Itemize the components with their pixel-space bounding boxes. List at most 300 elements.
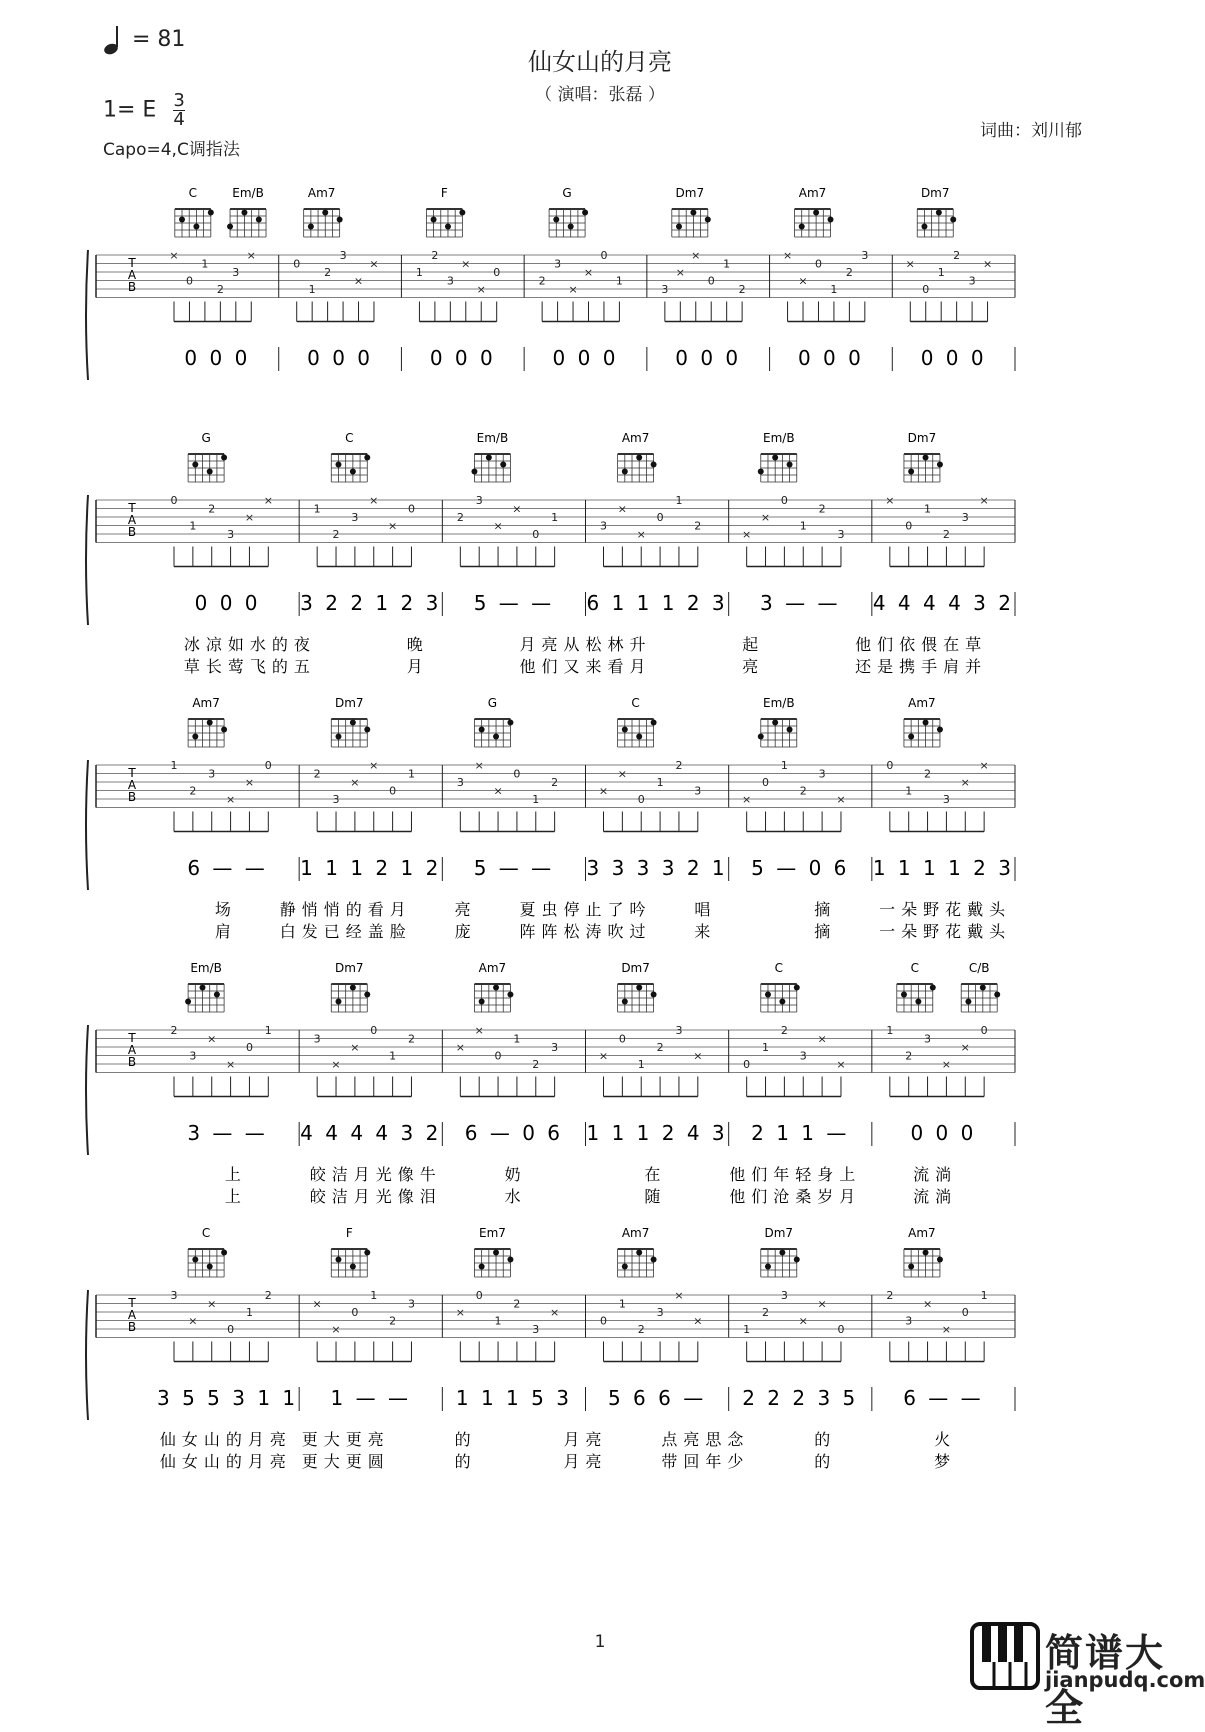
- svg-text:0: 0: [905, 519, 913, 533]
- lyric-line: 的: [454, 1452, 477, 1471]
- svg-text:×: ×: [225, 793, 236, 806]
- svg-text:0: 0: [513, 767, 521, 781]
- key-signature: [103, 92, 185, 129]
- svg-text:×: ×: [169, 249, 179, 262]
- svg-text:3: 3: [189, 1049, 197, 1063]
- svg-text:×: ×: [461, 257, 471, 271]
- svg-text:1: 1: [762, 1041, 770, 1054]
- chord-name: Em/B: [232, 186, 264, 200]
- chord-diagram: [474, 961, 513, 1012]
- svg-text:3: 3: [551, 1041, 559, 1054]
- svg-text:3: 3: [600, 519, 607, 533]
- svg-text:×: ×: [693, 1314, 703, 1328]
- chord-name: G: [201, 431, 211, 445]
- chord-name: Dm7: [920, 186, 950, 200]
- svg-text:×: ×: [922, 1297, 933, 1311]
- svg-text:×: ×: [188, 1314, 198, 1328]
- svg-text:×: ×: [244, 511, 255, 524]
- lyric-line: 阵阵松涛吹过: [519, 922, 652, 941]
- svg-text:3: 3: [313, 1032, 321, 1046]
- svg-text:1: 1: [723, 257, 731, 271]
- chord-name: Am7: [192, 696, 220, 710]
- chord-diagram: [227, 186, 266, 237]
- svg-text:×: ×: [979, 759, 989, 772]
- svg-text:×: ×: [568, 283, 578, 296]
- svg-text:2: 2: [738, 283, 746, 296]
- lyric-line: 场: [214, 900, 237, 919]
- svg-text:2: 2: [656, 1041, 664, 1054]
- chord-diagram: [758, 696, 797, 747]
- svg-text:×: ×: [493, 784, 503, 798]
- score-system: [0, 961, 1200, 1230]
- svg-text:T: T: [128, 1296, 136, 1310]
- svg-text:A: A: [127, 513, 137, 527]
- song-title: 仙女山的月亮: [528, 48, 672, 76]
- svg-text:×: ×: [369, 759, 379, 772]
- svg-text:2: 2: [818, 502, 826, 516]
- svg-text:0: 0: [351, 1306, 359, 1319]
- jianpu-notes: 0 0 0: [307, 346, 374, 370]
- jianpu-notes: 0 0 0: [797, 346, 864, 370]
- svg-text:2: 2: [208, 502, 216, 516]
- svg-text:T: T: [128, 256, 136, 270]
- svg-text:1: 1: [551, 511, 559, 524]
- lyric-line: 皎洁月光像牛: [309, 1165, 442, 1184]
- chord-name: Dm7: [334, 696, 364, 710]
- svg-text:3: 3: [456, 776, 464, 789]
- svg-text:0: 0: [922, 283, 930, 296]
- svg-text:×: ×: [207, 1032, 217, 1046]
- svg-text:2: 2: [953, 249, 961, 262]
- jianpu-notes: 2 1 1 —: [751, 1121, 850, 1145]
- svg-text:×: ×: [941, 1323, 952, 1336]
- svg-text:×: ×: [263, 494, 273, 507]
- svg-text:1: 1: [980, 1289, 988, 1302]
- jianpu-notes: 0 0 0: [194, 591, 261, 615]
- chord-diagram: [618, 696, 657, 747]
- lyric-line: 上: [224, 1165, 247, 1184]
- chord-name: Dm7: [334, 961, 364, 975]
- svg-text:2: 2: [313, 767, 321, 781]
- svg-text:0: 0: [814, 257, 822, 271]
- svg-text:2: 2: [637, 1323, 645, 1336]
- svg-text:3: 3: [339, 249, 347, 262]
- chord-name: G: [562, 186, 572, 200]
- lyric-line: 流淌: [913, 1165, 958, 1184]
- score-system: [0, 186, 1200, 455]
- lyric-line: 月亮从松林升: [519, 635, 652, 654]
- svg-text:2: 2: [942, 528, 950, 541]
- svg-text:×: ×: [941, 1058, 952, 1071]
- svg-text:×: ×: [905, 257, 915, 271]
- svg-text:×: ×: [207, 1297, 217, 1311]
- jianpu-notes: 0 0 0: [920, 346, 987, 370]
- svg-text:×: ×: [798, 1314, 808, 1328]
- lyric-line: 仙女山的月亮: [159, 1430, 292, 1449]
- svg-text:2: 2: [886, 1289, 894, 1302]
- svg-text:2: 2: [905, 1049, 913, 1063]
- svg-text:0: 0: [743, 1058, 751, 1071]
- svg-text:T: T: [128, 1031, 136, 1045]
- svg-text:2: 2: [407, 1032, 415, 1046]
- svg-text:1: 1: [937, 266, 945, 279]
- jianpu-notes: 3 2 2 1 2 3: [300, 591, 442, 615]
- svg-text:A: A: [127, 268, 137, 282]
- svg-text:2: 2: [551, 776, 559, 789]
- svg-text:3: 3: [799, 1049, 807, 1063]
- lyric-line: 的: [814, 1430, 837, 1449]
- svg-text:×: ×: [885, 494, 895, 507]
- lyric-line: 他们沧桑岁月: [729, 1187, 862, 1206]
- svg-text:1: 1: [743, 1323, 751, 1336]
- svg-text:1: 1: [407, 767, 415, 781]
- jianpu-notes: 5 — —: [473, 591, 555, 615]
- chord-diagram: [761, 1226, 800, 1277]
- svg-text:B: B: [127, 280, 137, 294]
- lyric-line: 晚: [406, 635, 429, 654]
- svg-text:3: 3: [780, 1289, 788, 1302]
- svg-text:1: 1: [494, 1314, 502, 1328]
- svg-text:×: ×: [455, 1306, 465, 1319]
- key-label: 1= E: [103, 97, 157, 123]
- svg-text:×: ×: [493, 519, 503, 533]
- chord-diagram: [758, 431, 797, 482]
- chord-diagram: [331, 696, 370, 747]
- lyric-line: 起: [742, 635, 765, 654]
- score-system: [0, 431, 1200, 700]
- chord-diagram: [904, 696, 943, 747]
- chord-name: Am7: [798, 186, 827, 200]
- svg-text:×: ×: [836, 793, 846, 806]
- svg-text:1: 1: [656, 776, 664, 789]
- svg-text:B: B: [127, 525, 137, 539]
- svg-text:×: ×: [674, 1289, 684, 1302]
- svg-text:0: 0: [493, 266, 501, 279]
- score-system: [0, 696, 1200, 965]
- svg-text:×: ×: [583, 266, 594, 279]
- svg-text:2: 2: [799, 784, 807, 798]
- svg-text:×: ×: [476, 283, 486, 296]
- svg-text:3: 3: [837, 528, 845, 541]
- svg-text:3: 3: [961, 511, 969, 524]
- chord-name: C/B: [968, 961, 990, 975]
- chord-name: Dm7: [907, 431, 937, 445]
- jianpu-notes: 3 5 5 3 1 1: [157, 1386, 299, 1410]
- svg-text:1: 1: [308, 283, 316, 296]
- lyric-line: 草长莺飞的五: [183, 657, 316, 676]
- svg-text:B: B: [127, 1320, 137, 1334]
- lyric-line: 亮: [742, 657, 765, 676]
- chord-name: Am7: [307, 186, 336, 200]
- composer-credit: 词曲：刘川郁: [980, 121, 1082, 141]
- svg-text:0: 0: [264, 759, 272, 772]
- svg-text:×: ×: [512, 502, 522, 516]
- svg-text:0: 0: [227, 1323, 235, 1336]
- chord-diagram: [188, 696, 227, 747]
- svg-text:×: ×: [742, 528, 752, 541]
- lyric-line: 仙女山的月亮: [159, 1452, 292, 1471]
- chord-diagram: [188, 1226, 227, 1277]
- svg-text:A: A: [127, 1043, 137, 1057]
- lyric-line: 梦: [934, 1452, 957, 1471]
- svg-text:0: 0: [707, 274, 715, 288]
- lyric-line: 月亮: [563, 1452, 608, 1471]
- svg-text:×: ×: [598, 784, 609, 798]
- svg-text:0: 0: [407, 502, 415, 516]
- chord-diagram: [185, 961, 224, 1012]
- svg-text:×: ×: [331, 1058, 341, 1071]
- chord-name: C: [774, 961, 783, 975]
- svg-text:×: ×: [691, 249, 701, 262]
- chord-diagram: [761, 961, 800, 1012]
- svg-text:3: 3: [924, 1032, 932, 1046]
- chord-diagram: [618, 1226, 657, 1277]
- svg-text:0: 0: [389, 784, 397, 798]
- svg-text:1: 1: [830, 283, 838, 296]
- logo-url: jianpudq.com: [1045, 1668, 1205, 1692]
- svg-text:0: 0: [170, 494, 178, 507]
- svg-text:B: B: [127, 790, 137, 804]
- jianpu-notes: 0 0 0: [429, 346, 496, 370]
- chord-diagram: [175, 186, 214, 237]
- svg-text:×: ×: [474, 1024, 484, 1037]
- svg-text:0: 0: [618, 1032, 626, 1046]
- chord-name: Am7: [621, 1226, 650, 1240]
- svg-text:2: 2: [538, 274, 546, 288]
- svg-text:×: ×: [388, 519, 398, 533]
- svg-text:×: ×: [960, 776, 970, 789]
- svg-text:1: 1: [389, 1049, 397, 1063]
- svg-text:×: ×: [225, 1058, 236, 1071]
- page-number: 1: [594, 1632, 606, 1652]
- time-bottom: 4: [173, 109, 185, 130]
- jianpu-notes: 3 — —: [187, 1121, 268, 1145]
- svg-text:3: 3: [532, 1323, 540, 1336]
- lyric-line: 肩: [214, 922, 237, 941]
- svg-text:×: ×: [455, 1041, 465, 1054]
- svg-text:2: 2: [456, 511, 464, 524]
- svg-text:0: 0: [185, 274, 193, 288]
- svg-text:×: ×: [350, 776, 360, 789]
- svg-text:×: ×: [598, 1049, 609, 1063]
- svg-text:0: 0: [656, 511, 664, 524]
- chord-diagram: [961, 961, 1000, 1012]
- jianpu-notes: 0 0 0: [552, 346, 619, 370]
- svg-text:1: 1: [924, 502, 932, 516]
- svg-text:1: 1: [313, 502, 321, 516]
- svg-text:3: 3: [170, 1289, 178, 1302]
- jianpu-notes: 4 4 4 4 3 2: [872, 591, 1014, 615]
- svg-text:3: 3: [554, 257, 562, 271]
- lyric-line: 随: [644, 1187, 667, 1206]
- svg-text:2: 2: [694, 519, 702, 533]
- svg-text:0: 0: [293, 257, 301, 271]
- svg-text:3: 3: [407, 1297, 415, 1311]
- chord-diagram: [331, 961, 370, 1012]
- svg-text:1: 1: [618, 1297, 626, 1311]
- svg-text:2: 2: [924, 767, 932, 781]
- svg-text:2: 2: [762, 1306, 770, 1319]
- svg-text:2: 2: [189, 784, 197, 798]
- lyric-line: 上: [224, 1187, 247, 1206]
- svg-text:1: 1: [532, 793, 540, 806]
- lyric-line: 水: [504, 1187, 527, 1206]
- svg-text:1: 1: [189, 519, 197, 533]
- svg-text:2: 2: [675, 759, 683, 772]
- chord-name: Dm7: [621, 961, 650, 975]
- svg-text:3: 3: [861, 249, 869, 262]
- svg-text:×: ×: [675, 266, 685, 279]
- svg-text:1: 1: [675, 494, 683, 507]
- svg-text:2: 2: [845, 266, 853, 279]
- jianpu-notes: 0 0 0: [184, 346, 251, 370]
- svg-text:×: ×: [353, 274, 364, 288]
- svg-text:×: ×: [742, 793, 752, 806]
- chord-diagram: [795, 186, 834, 237]
- lyric-line: 摘: [814, 900, 837, 919]
- svg-text:×: ×: [760, 511, 771, 524]
- jianpu-notes: 1 1 1 2 4 3: [586, 1121, 728, 1145]
- chord-diagram: [549, 186, 588, 237]
- singer-credit: （ 演唱：张磊 ）: [535, 85, 665, 105]
- chord-diagram: [917, 186, 956, 237]
- svg-text:×: ×: [636, 528, 646, 541]
- jianpu-notes: 1 1 1 5 3: [455, 1386, 572, 1410]
- svg-text:1: 1: [780, 759, 788, 772]
- chord-name: Dm7: [675, 186, 705, 200]
- svg-text:0: 0: [961, 1306, 969, 1319]
- svg-text:3: 3: [661, 283, 669, 296]
- svg-text:×: ×: [817, 1032, 827, 1046]
- svg-text:1: 1: [415, 266, 423, 279]
- svg-text:0: 0: [600, 249, 608, 262]
- lyric-line: 的: [454, 1430, 477, 1449]
- lyric-line: 在: [644, 1165, 667, 1184]
- svg-text:B: B: [127, 1055, 137, 1069]
- piano-logo-icon: [970, 1620, 1045, 1694]
- chord-name: Am7: [908, 1226, 936, 1240]
- chord-diagram: [471, 431, 510, 482]
- chord-name: Em/B: [476, 431, 509, 445]
- svg-text:2: 2: [532, 1058, 540, 1071]
- chord-name: C: [910, 961, 919, 975]
- svg-text:3: 3: [675, 1024, 683, 1037]
- chord-diagram: [618, 961, 657, 1012]
- lyric-line: 月亮: [563, 1430, 608, 1449]
- lyric-line: 月: [406, 657, 429, 676]
- jianpu-notes: 5 — —: [473, 856, 555, 880]
- svg-text:×: ×: [693, 1049, 703, 1063]
- svg-text:1: 1: [615, 274, 623, 288]
- svg-text:1: 1: [513, 1032, 521, 1046]
- jianpu-notes: 6 — —: [187, 856, 268, 880]
- svg-text:2: 2: [780, 1024, 788, 1037]
- svg-text:2: 2: [216, 283, 224, 296]
- chord-name: Em/B: [190, 961, 222, 975]
- svg-text:T: T: [128, 501, 136, 515]
- svg-text:3: 3: [905, 1314, 913, 1328]
- chord-diagram: [672, 186, 711, 237]
- chord-name: Dm7: [764, 1226, 794, 1240]
- time-signature: [173, 92, 184, 129]
- svg-text:0: 0: [532, 528, 540, 541]
- svg-text:3: 3: [968, 274, 976, 288]
- chord-name: F: [440, 186, 448, 200]
- svg-text:3: 3: [475, 494, 483, 507]
- lyric-line: 冰凉如水的夜: [183, 635, 316, 654]
- svg-text:3: 3: [818, 767, 826, 781]
- chord-name: C: [201, 1226, 211, 1240]
- svg-text:1: 1: [370, 1289, 378, 1302]
- lyric-line: 他们年轻身上: [729, 1165, 862, 1184]
- svg-text:1: 1: [170, 759, 178, 772]
- svg-text:3: 3: [208, 767, 216, 781]
- svg-text:0: 0: [837, 1323, 845, 1336]
- chord-diagram: [331, 1226, 370, 1277]
- svg-text:×: ×: [474, 759, 484, 772]
- lyric-line: 夏虫停止了吟: [519, 900, 652, 919]
- chord-diagram: [474, 1226, 513, 1277]
- chord-name: Am7: [621, 431, 650, 445]
- svg-text:0: 0: [245, 1041, 253, 1054]
- jianpu-notes: 6 — 0 6: [464, 1121, 564, 1145]
- svg-text:2: 2: [389, 1314, 397, 1328]
- svg-text:3: 3: [332, 793, 340, 806]
- lyric-line: 的: [814, 1452, 837, 1471]
- jianpu-notes: 0 0 0: [910, 1121, 977, 1145]
- svg-text:×: ×: [331, 1323, 341, 1336]
- score-system: [0, 1226, 1200, 1495]
- chord-name: G: [487, 696, 498, 710]
- lyric-line: 庞: [454, 922, 477, 941]
- lyric-line: 火: [934, 1430, 957, 1449]
- lyric-line: 流淌: [913, 1187, 958, 1206]
- svg-text:1: 1: [886, 1024, 894, 1037]
- chord-diagram: [904, 1226, 943, 1277]
- svg-text:1: 1: [799, 519, 807, 533]
- lyric-line: 皎洁月光像泪: [309, 1187, 442, 1206]
- svg-text:2: 2: [170, 1024, 178, 1037]
- svg-text:T: T: [128, 766, 136, 780]
- lyric-line: 更大更亮: [301, 1430, 390, 1449]
- svg-text:A: A: [127, 1308, 137, 1322]
- jianpu-notes: 3 — —: [760, 591, 841, 615]
- svg-text:A: A: [127, 778, 137, 792]
- jianpu-notes: 5 6 6 —: [607, 1386, 707, 1410]
- svg-text:×: ×: [836, 1058, 846, 1071]
- jianpu-notes: 1 1 1 2 1 2: [300, 856, 442, 880]
- svg-text:×: ×: [244, 776, 255, 789]
- lyric-line: 奶: [504, 1165, 527, 1184]
- lyric-line: 白发已经盖脸: [279, 922, 412, 941]
- chord-name: F: [345, 1226, 353, 1240]
- jianpu-notes: 4 4 4 4 3 2: [300, 1121, 442, 1145]
- svg-text:0: 0: [886, 759, 894, 772]
- svg-text:1: 1: [905, 784, 913, 798]
- chord-name: Em7: [478, 1226, 506, 1240]
- svg-text:0: 0: [370, 1024, 378, 1037]
- chord-diagram: [474, 696, 513, 747]
- chord-name: C: [345, 431, 354, 445]
- svg-text:×: ×: [782, 249, 793, 262]
- chord-diagram: [304, 186, 343, 237]
- svg-text:×: ×: [550, 1306, 560, 1319]
- svg-text:3: 3: [656, 1306, 664, 1319]
- chord-name: Am7: [908, 696, 936, 710]
- lyric-line: 他们依偎在草: [855, 635, 988, 654]
- svg-text:×: ×: [617, 767, 627, 781]
- svg-text:×: ×: [982, 257, 993, 271]
